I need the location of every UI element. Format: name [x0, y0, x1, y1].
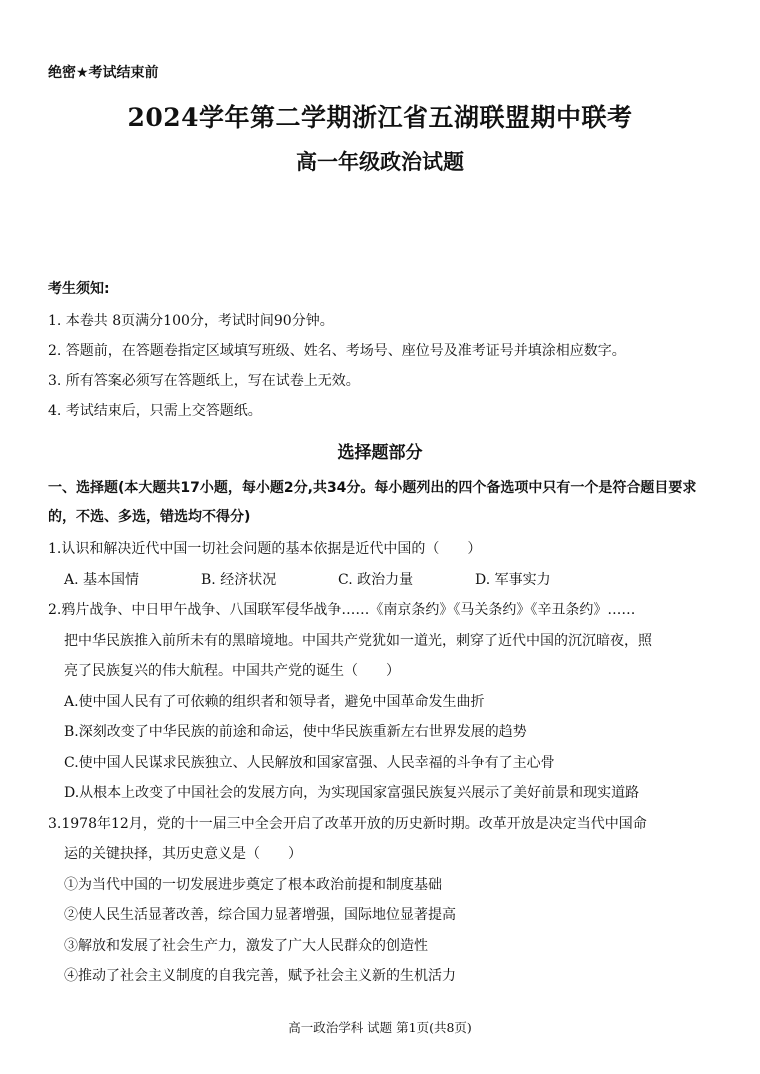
question-stem: 2.鸦片战争、中日甲午战争、八国联军侵华战争……《南京条约》《马关条约》《辛丑条约》……: [48, 602, 636, 618]
option-c: C.使中国人民谋求民族独立、人民解放和国家富强、人民幸福的斗争有了主心骨: [64, 754, 555, 771]
option-row: [48, 565, 724, 596]
page-footer: 高一政治学科 试题 第1页(共8页): [288, 1020, 472, 1035]
question-stem: 亮了民族复兴的伟大航程。中国共产党的诞生（ ）: [64, 663, 400, 679]
statement-2: ②使人民生活显著改善，综合国力显著增强，国际地位显著提高: [64, 907, 456, 923]
option-d: D.从根本上改变了中国社会的发展方向，为实现国家富强民族复兴展示了美好前景和现实道路: [64, 785, 640, 801]
notice-list: [48, 306, 728, 426]
option-a: A. 基本国情: [64, 571, 140, 588]
question-stem: 运的关键抉择，其历史意义是（ ）: [64, 846, 302, 862]
statement-1: ①为当代中国的一切发展进步奠定了根本政治前提和制度基础: [64, 876, 442, 893]
question-list: [48, 534, 724, 992]
option-b: B. 经济状况: [201, 571, 277, 588]
question-stem: 把中华民族推入前所未有的黑暗境地。中国共产党犹如一道光，刺穿了近代中国的沉沉暗夜，照: [64, 632, 652, 649]
question-3: [48, 809, 724, 992]
option-d: D. 军事实力: [475, 571, 551, 588]
option-a: A.使中国人民有了可依赖的组织者和领导者，避免中国革命发生曲折: [64, 693, 485, 710]
statement-3: ③解放和发展了社会生产力，激发了广大人民群众的创造性: [64, 937, 428, 954]
question-1: [48, 534, 724, 595]
notice-heading: 考生须知:: [48, 281, 110, 297]
notice-item: 1. 本卷共 8页满分100分，考试时间90分钟。: [48, 313, 334, 329]
exam-title: 2024学年第二学期浙江省五湖联盟期中联考: [127, 103, 633, 132]
question-2: [48, 595, 724, 809]
notice-item: 3. 所有答案必须写在答题纸上，写在试卷上无效。: [48, 373, 360, 389]
question-stem: 3.1978年12月，党的十一届三中全会开启了改革开放的历史新时期。改革开放是决定当代中国命: [48, 815, 647, 832]
option-b: B.深刻改变了中华民族的前途和命运，使中华民族重新左右世界发展的趋势: [64, 724, 527, 740]
confidential-mark: 绝密★考试结束前: [48, 65, 159, 81]
exam-subtitle: 高一年级政治试题: [296, 149, 464, 174]
statement-4: ④推动了社会主义制度的自我完善，赋予社会主义新的生机活力: [64, 968, 456, 984]
notice-item: 4. 考试结束后，只需上交答题纸。: [48, 403, 262, 419]
question-stem: 1.认识和解决近代中国一切社会问题的基本依据是近代中国的（ ）: [48, 541, 482, 557]
notice-item: 2. 答题前，在答题卷指定区域填写班级、姓名、考场号、座位号及准考证号并填涂相应数字。: [48, 343, 626, 359]
option-c: C. 政治力量: [338, 571, 414, 588]
part-heading: 一、选择题(本大题共17小题，每小题2分,共34分。每小题列出的四个备选项中只有一个是符合题目要求的，不选、多选，错选均不得分): [48, 480, 697, 525]
section-title: 选择题部分: [337, 443, 423, 463]
